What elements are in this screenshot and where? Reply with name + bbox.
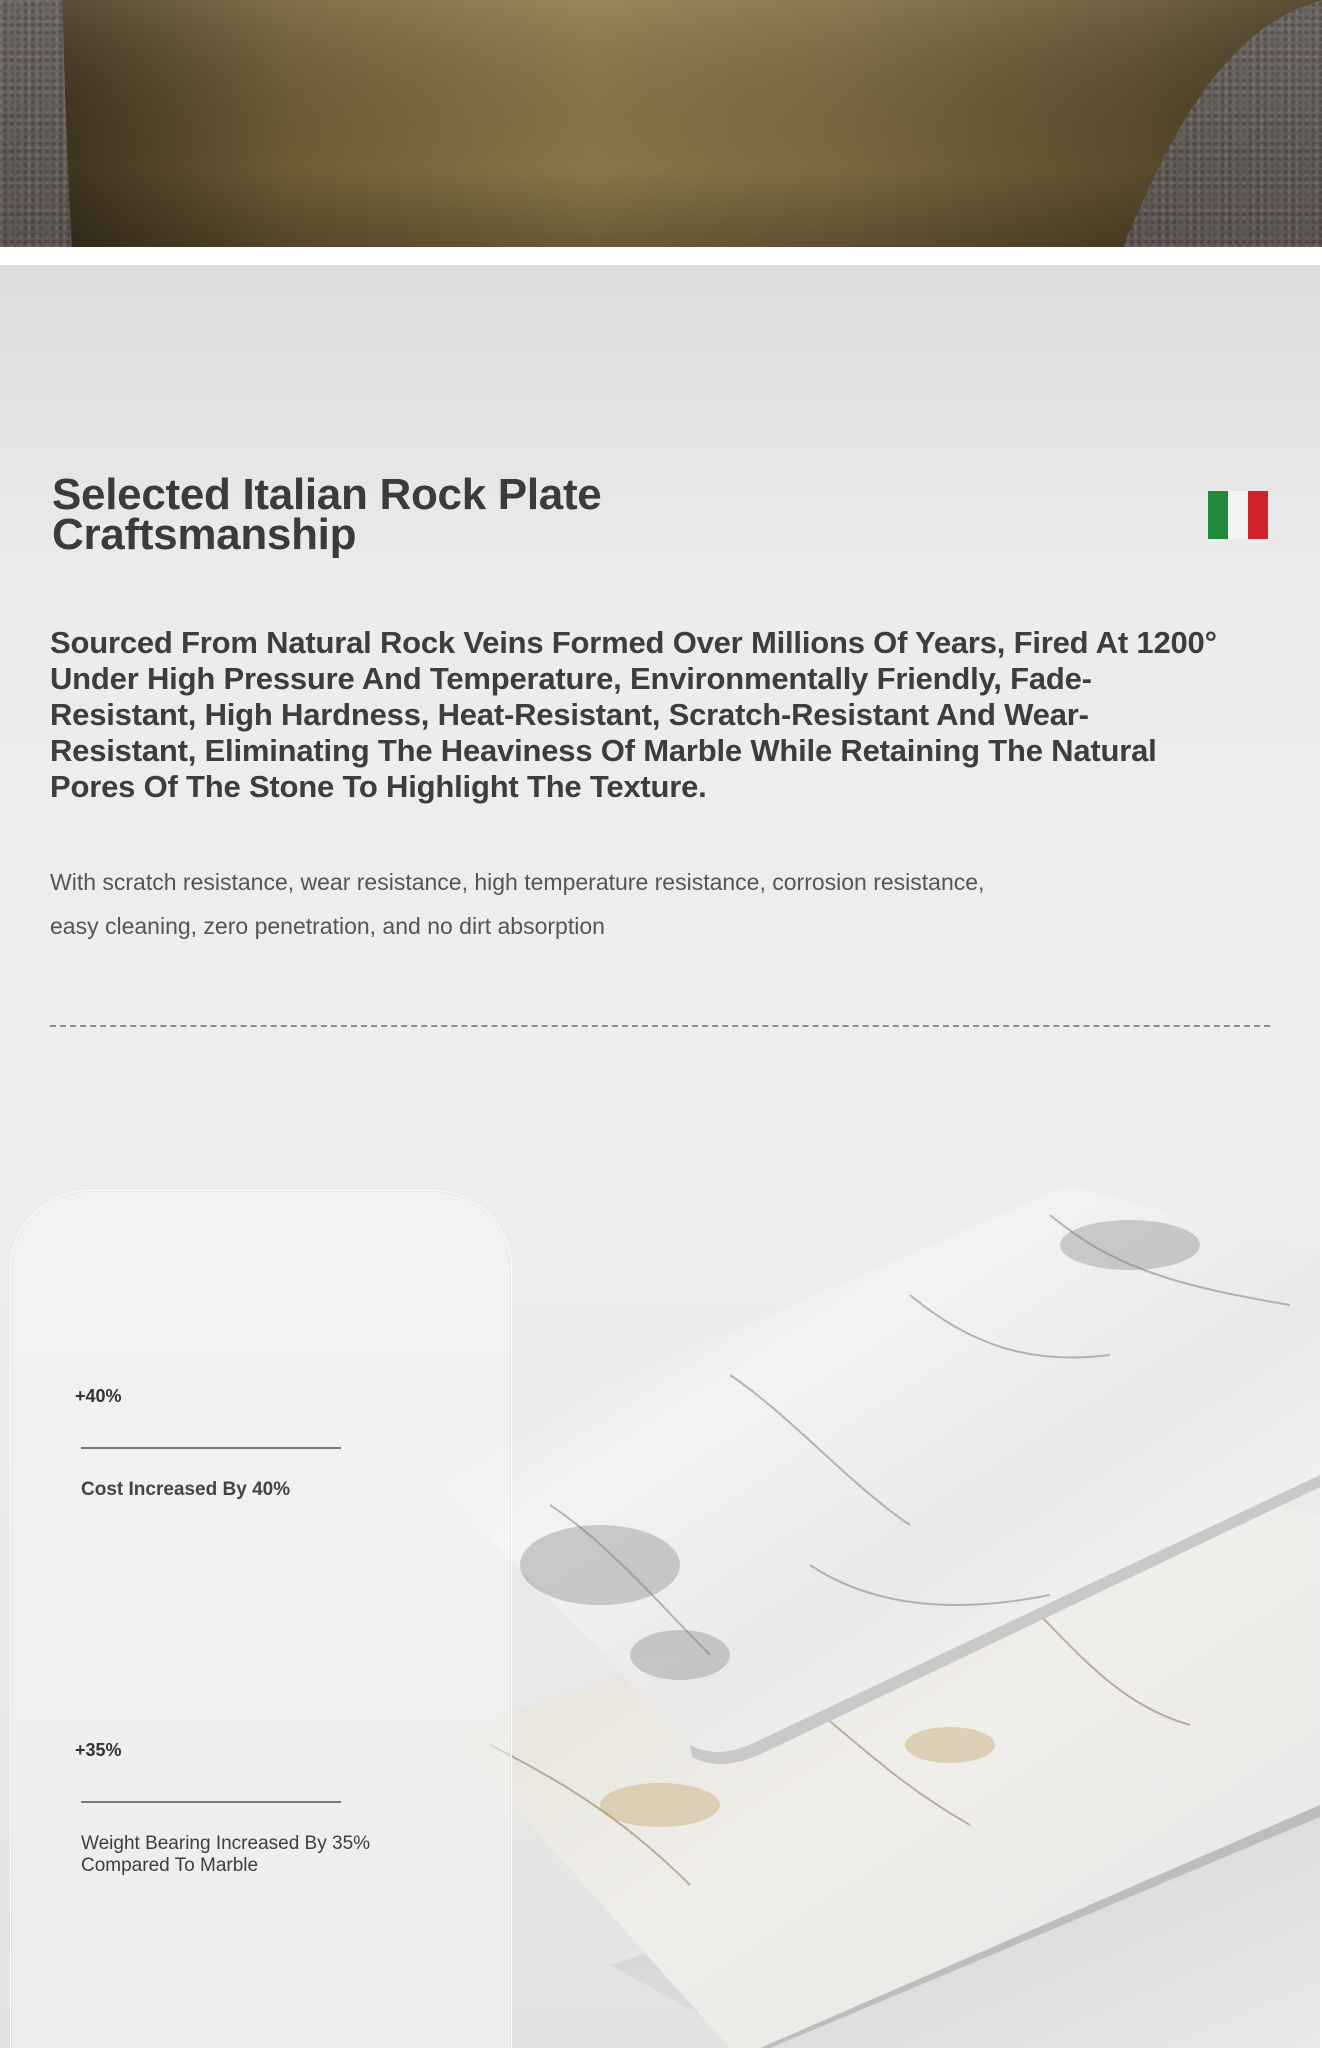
bronze-object-image <box>62 0 1322 247</box>
section-title-line2: Craftsmanship <box>52 510 357 559</box>
stat-divider-cost <box>81 1447 341 1449</box>
italy-flag-icon <box>1208 491 1268 539</box>
flag-white-band <box>1228 491 1248 539</box>
marble-slabs-image <box>430 1185 1320 2048</box>
stat-value-cost: +40% <box>75 1386 122 1406</box>
features-line1: With scratch resistance, wear resistance, high temperature resistance, corrosion resistance, <box>50 869 985 895</box>
section-title-line1: Selected Italian Rock Plate <box>52 470 602 519</box>
top-banner-image <box>0 0 1322 247</box>
stat-divider-weight <box>81 1801 341 1803</box>
dashed-divider <box>50 1025 1270 1027</box>
stat-label-weight-line2: Compared To Marble <box>81 1855 259 1876</box>
section-title <box>52 470 752 559</box>
lead-paragraph: Sourced From Natural Rock Veins Formed Over Millions Of Years, Fired At 1200° Under High Pressure And Temperature, Environmentally Friendly, Fade-Resistant, High Hardness, Heat-Resistant, Scratch-Resistant And Wear-Resistant, Eliminating The Heaviness Of Marble While Retaining The Natural Pores Of The Stone To Highlight The Texture. <box>50 625 1217 804</box>
stat-value-weight: +35% <box>75 1740 122 1760</box>
stat-label-weight-line1: Weight Bearing Increased By 35% <box>81 1833 371 1854</box>
banner-divider <box>0 247 1322 265</box>
flag-red-band <box>1248 491 1268 539</box>
stat-label-weight <box>81 1833 441 1877</box>
rock-plate-section <box>0 265 1320 2048</box>
stat-label-cost: Cost Increased By 40% <box>81 1479 291 1500</box>
features-paragraph <box>50 860 1150 948</box>
features-line2: easy cleaning, zero penetration, and no dirt absorption <box>50 913 605 939</box>
stats-card <box>10 1190 512 2048</box>
flag-green-band <box>1208 491 1228 539</box>
